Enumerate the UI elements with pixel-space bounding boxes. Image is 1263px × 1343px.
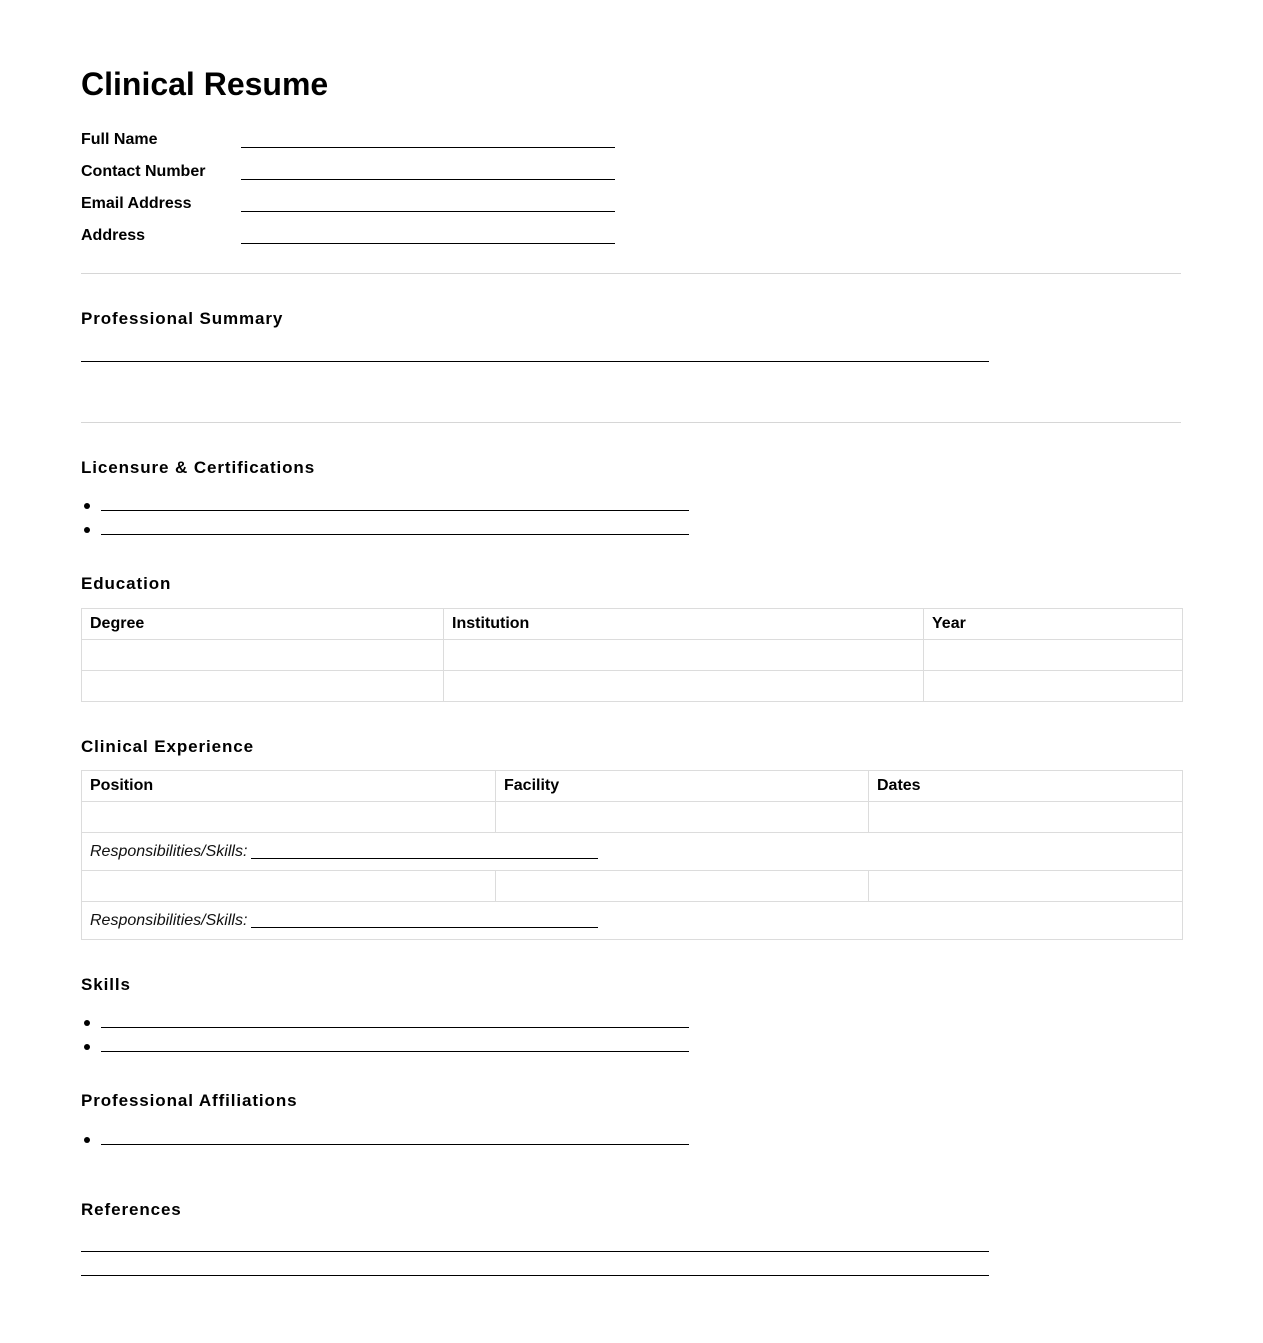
column-header-year: Year <box>924 609 1183 640</box>
year-cell[interactable] <box>924 671 1183 702</box>
licensure-item <box>81 496 691 516</box>
responsibilities-field[interactable] <box>251 842 598 859</box>
institution-cell[interactable] <box>444 671 924 702</box>
professional-summary-field[interactable] <box>81 361 989 362</box>
responsibilities-cell <box>82 902 1183 940</box>
column-header-position: Position <box>82 771 496 802</box>
table-header-row <box>82 609 1183 640</box>
address-field[interactable] <box>241 243 615 244</box>
responsibilities-field[interactable] <box>251 911 598 928</box>
professional-summary-heading: Professional Summary <box>81 309 284 328</box>
email-address-label: Email Address <box>81 195 192 212</box>
references-heading: References <box>81 1200 182 1219</box>
contact-number-field[interactable] <box>241 179 615 180</box>
table-row <box>82 671 1183 702</box>
dates-cell[interactable] <box>869 802 1183 833</box>
degree-cell[interactable] <box>82 640 444 671</box>
full-name-field[interactable] <box>241 147 615 148</box>
affiliations-field[interactable] <box>101 1144 689 1145</box>
education-table <box>81 608 1183 702</box>
skills-item <box>81 1013 691 1033</box>
responsibilities-row <box>82 902 1183 940</box>
facility-cell[interactable] <box>496 871 869 902</box>
email-address-field[interactable] <box>241 211 615 212</box>
skills-field[interactable] <box>101 1051 689 1052</box>
skills-item <box>81 1037 691 1057</box>
bullet-icon <box>84 1020 90 1026</box>
clinical-experience-heading: Clinical Experience <box>81 737 255 756</box>
licensure-field[interactable] <box>101 534 689 535</box>
year-cell[interactable] <box>924 640 1183 671</box>
responsibilities-label: Responsibilities/Skills: <box>90 842 248 860</box>
contact-number-row <box>81 161 615 183</box>
skills-heading: Skills <box>81 975 131 994</box>
responsibilities-cell <box>82 833 1183 871</box>
contact-number-label: Contact Number <box>81 163 206 180</box>
position-cell[interactable] <box>82 871 496 902</box>
divider <box>81 422 1181 423</box>
column-header-facility: Facility <box>496 771 869 802</box>
licensure-heading: Licensure & Certifications <box>81 458 316 477</box>
column-header-institution: Institution <box>444 609 924 640</box>
full-name-row <box>81 129 615 151</box>
responsibilities-row <box>82 833 1183 871</box>
affiliations-item <box>81 1130 691 1150</box>
table-row <box>82 802 1183 833</box>
education-heading: Education <box>81 574 172 593</box>
bullet-icon <box>84 1044 90 1050</box>
references-field[interactable] <box>81 1251 989 1252</box>
references-field[interactable] <box>81 1275 989 1276</box>
column-header-dates: Dates <box>869 771 1183 802</box>
licensure-field[interactable] <box>101 510 689 511</box>
bullet-icon <box>84 1137 90 1143</box>
address-row <box>81 225 615 247</box>
bullet-icon <box>84 503 90 509</box>
dates-cell[interactable] <box>869 871 1183 902</box>
professional-affiliations-heading: Professional Affiliations <box>81 1091 298 1110</box>
email-address-row <box>81 193 615 215</box>
licensure-item <box>81 520 691 540</box>
full-name-label: Full Name <box>81 131 158 148</box>
position-cell[interactable] <box>82 802 496 833</box>
column-header-degree: Degree <box>82 609 444 640</box>
degree-cell[interactable] <box>82 671 444 702</box>
clinical-experience-table <box>81 770 1183 940</box>
bullet-icon <box>84 527 90 533</box>
table-row <box>82 640 1183 671</box>
address-label: Address <box>81 227 146 244</box>
table-header-row <box>82 771 1183 802</box>
skills-field[interactable] <box>101 1027 689 1028</box>
table-row <box>82 871 1183 902</box>
facility-cell[interactable] <box>496 802 869 833</box>
responsibilities-label: Responsibilities/Skills: <box>90 911 248 929</box>
institution-cell[interactable] <box>444 640 924 671</box>
divider <box>81 273 1181 274</box>
page-title: Clinical Resume <box>81 66 329 102</box>
